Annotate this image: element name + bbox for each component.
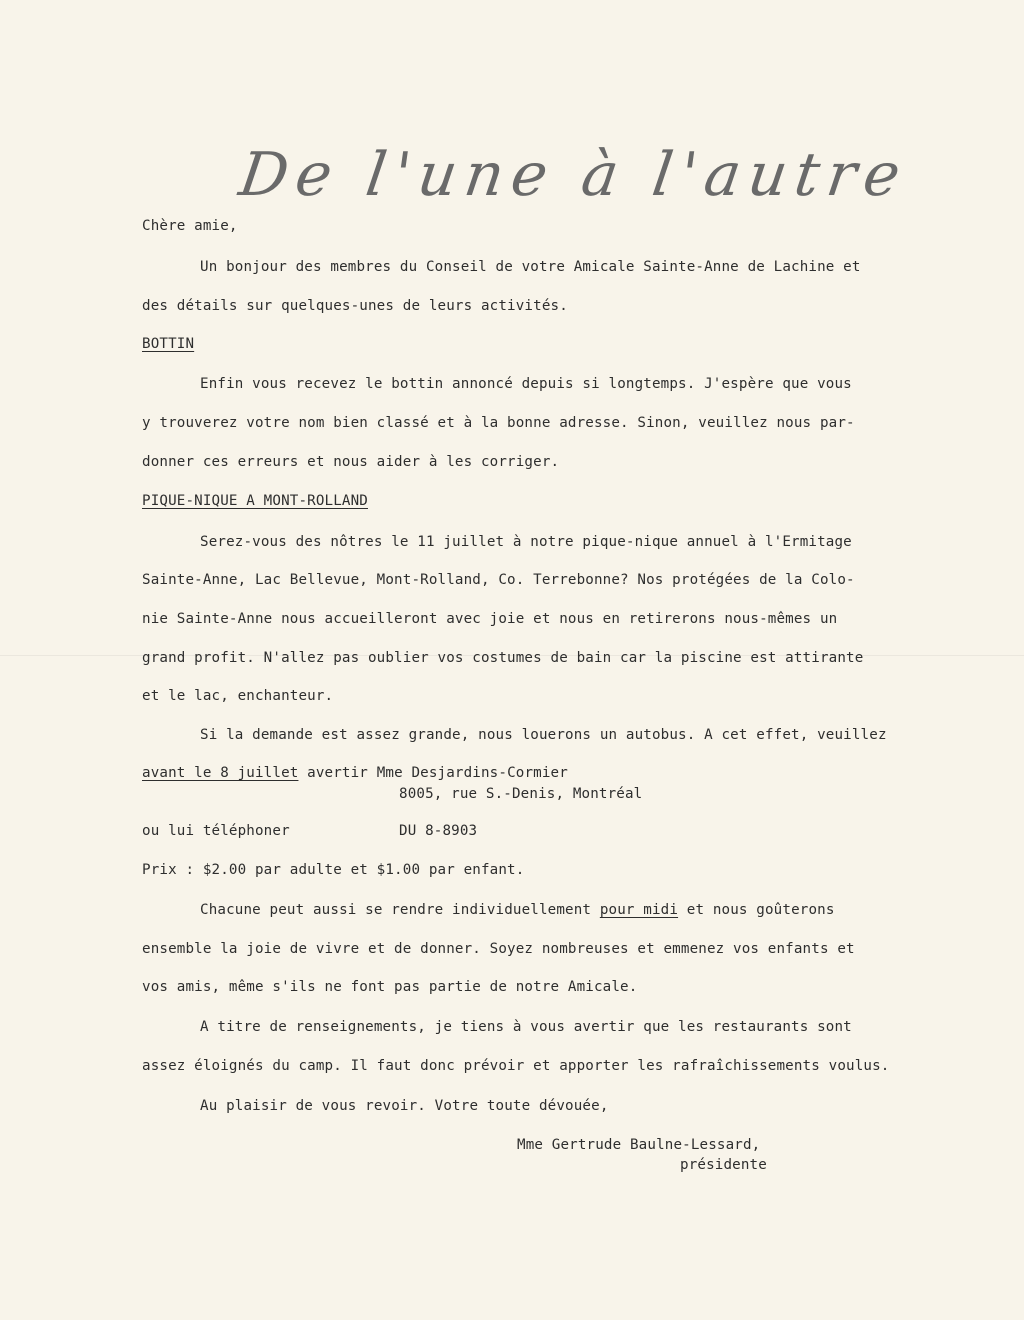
bus-line: Si la demande est assez grande, nous louerons un autobus. A cet effet, veuillez	[200, 727, 887, 743]
picnic-line-4: grand profit. N'allez pas oublier vos costumes de bain car la piscine est attirante	[142, 650, 864, 666]
individual-line-1	[200, 901, 835, 919]
price-line: Prix : $2.00 par adulte et $1.00 par enfant.	[142, 862, 525, 878]
picnic-line-1: Serez-vous des nôtres le 11 juillet à notre pique-nique annuel à l'Ermitage	[200, 534, 852, 550]
individual-text-start: Chacune peut aussi se rendre individuellement	[200, 902, 592, 918]
greeting: Chère amie,	[142, 218, 238, 234]
contact-address: 8005, rue S.-Denis, Montréal	[399, 786, 643, 802]
individual-line-2: ensemble la joie de vivre et de donner. Soyez nombreuses et emmenez vos enfants et	[142, 941, 855, 957]
section-heading-bottin: BOTTIN	[142, 336, 195, 352]
individual-text-end: et nous goûterons	[686, 902, 835, 918]
picnic-line-5: et le lac, enchanteur.	[142, 688, 334, 704]
contact-name: avertir Mme Desjardins-Cormier	[307, 765, 568, 781]
closing-line: Au plaisir de vous revoir. Votre toute dévouée,	[200, 1098, 609, 1114]
intro-line-1: Un bonjour des membres du Conseil de votre Amicale Sainte-Anne de Lachine et	[200, 259, 861, 275]
bottin-line-1: Enfin vous recevez le bottin annoncé depuis si longtemps. J'espère que vous	[200, 376, 852, 392]
signature-role: présidente	[680, 1157, 767, 1173]
picnic-line-3: nie Sainte-Anne nous accueilleront avec joie et nous en retirerons nous-mêmes un	[142, 611, 838, 627]
phone-number: DU 8-8903	[399, 823, 478, 839]
info-line-2: assez éloignés du camp. Il faut donc prévoir et apporter les rafraîchissements voulus.	[142, 1058, 890, 1074]
bottin-line-2: y trouverez votre nom bien classé et à la bonne adresse. Sinon, veuillez nous par-	[142, 415, 855, 431]
info-line-1: A titre de renseignements, je tiens à vous avertir que les restaurants sont	[200, 1019, 852, 1035]
signature-name: Mme Gertrude Baulne-Lessard,	[517, 1137, 761, 1153]
noon-underline: pour midi	[599, 902, 679, 918]
deadline-date: avant le 8 juillet	[142, 765, 299, 781]
deadline-line	[142, 764, 568, 782]
bottin-line-3: donner ces erreurs et nous aider à les corriger.	[142, 454, 560, 470]
picnic-line-2: Sainte-Anne, Lac Bellevue, Mont-Rolland, Co. Terrebonne? Nos protégées de la Colo-	[142, 572, 855, 588]
individual-line-3: vos amis, même s'ils ne font pas partie de notre Amicale.	[142, 979, 638, 995]
handwritten-title: De l'une à l'autre	[235, 140, 913, 210]
intro-line-2: des détails sur quelques-unes de leurs activités.	[142, 298, 568, 314]
section-heading-picnic: PIQUE-NIQUE A MONT-ROLLAND	[142, 493, 368, 509]
phone-label: ou lui téléphoner	[142, 823, 290, 839]
